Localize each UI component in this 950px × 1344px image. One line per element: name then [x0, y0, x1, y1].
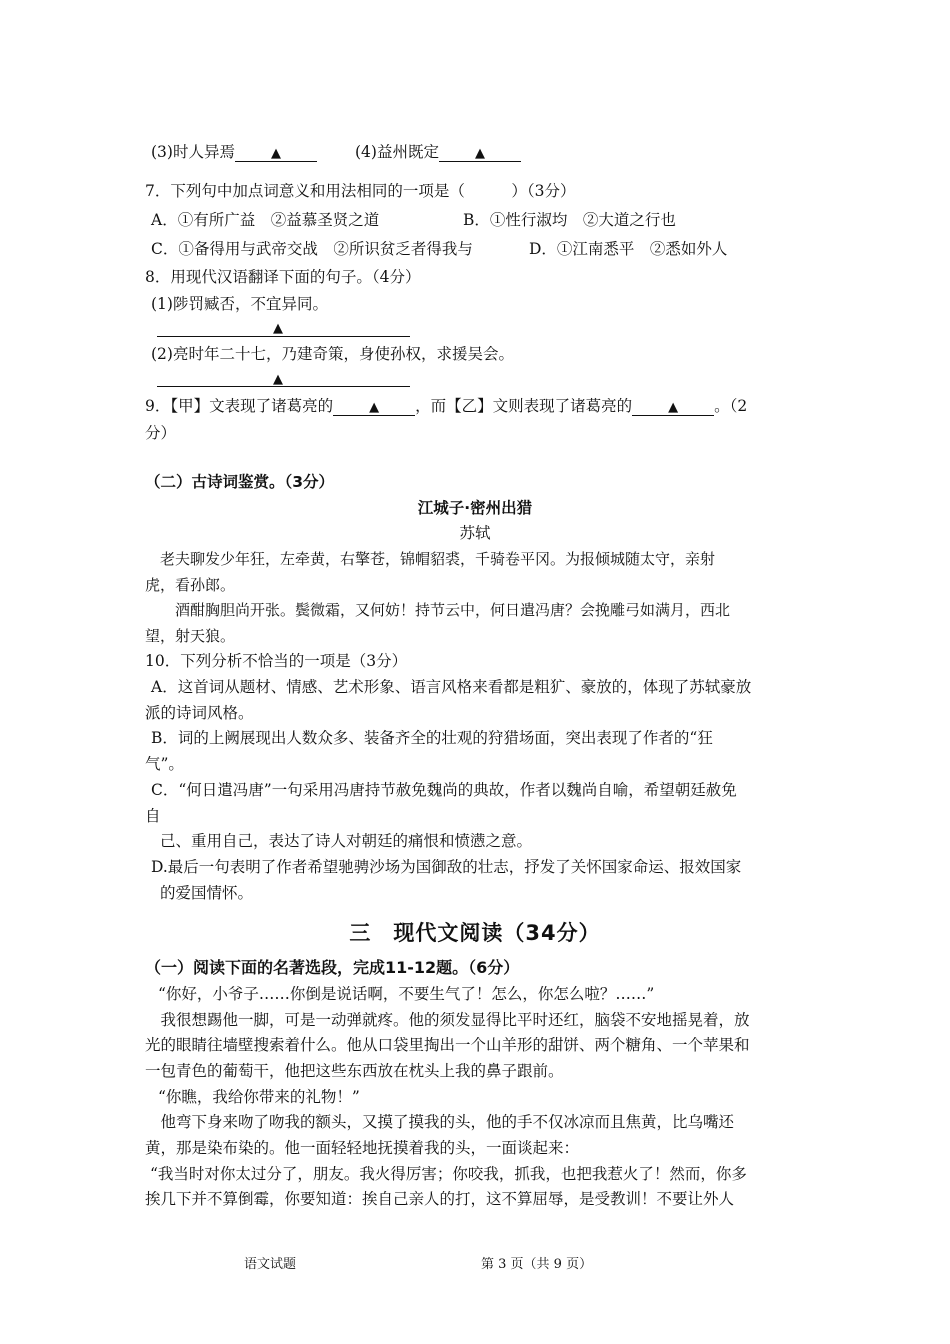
q7-option-b: B．①性行淑均 ②大道之行也 — [463, 211, 676, 229]
q9-part4: 分） — [145, 424, 177, 442]
q6-item4-label: (4)益州既定 — [355, 143, 439, 161]
q10-option-c: C．“何日遣冯唐”一句采用冯唐持节赦免魏尚的典故，作者以魏尚自喻，希望朝廷赦免 — [151, 781, 737, 799]
q9-part1: 9．【甲】文表现了诸葛亮的 — [145, 397, 334, 415]
q9-part3: 。（2 — [714, 397, 748, 415]
q7-stem: 7．下列句中加点词意义和用法相同的一项是（ ）（3分） — [145, 182, 576, 200]
triangle-icon: ▲ — [668, 400, 679, 415]
q9-row — [145, 396, 747, 416]
q9-part2: ，而【乙】文则表现了诸葛亮的 — [415, 397, 633, 415]
q6-item4-row — [355, 142, 521, 162]
passage-line: “你瞧，我给你带来的礼物！” — [158, 1088, 360, 1106]
passage-line: “我当时对你太过分了，朋友。我火得厉害；你咬我，抓我，也把我惹火了！然而，你多 — [150, 1165, 747, 1183]
section-heading: 三 现代文阅读（34分） — [349, 921, 601, 945]
q10-option-a: A．这首词从题材、情感、艺术形象、语言风格来看都是粗犷、豪放的，体现了苏轼豪放 — [151, 678, 752, 696]
q8-sentence-2: (2)亮时年二十七，乃建奇策，身使孙权，求援吴会。 — [151, 345, 514, 363]
q10-option-c-cont: 自 — [145, 807, 161, 825]
poem-title: 江城子·密州出猎 — [417, 499, 533, 517]
poem-line: 老夫聊发少年狂，左牵黄，右擎苍，锦帽貂裘，千骑卷平冈。为报倾城随太守，亲射 — [145, 550, 716, 568]
footer-subject: 语文试题 — [244, 1257, 297, 1272]
q7-option-a: A．①有所广益 ②益慕圣贤之道 — [151, 211, 380, 229]
triangle-icon: ▲ — [273, 372, 283, 387]
passage-line: 他弯下身来吻了吻我的额头，又摸了摸我的头，他的手不仅冰凉而且焦黄，比乌嘴还 — [145, 1113, 735, 1131]
q10-stem: 10．下列分析不恰当的一项是（3分） — [145, 652, 408, 670]
q10-option-b: B．词的上阙展现出人数众多、装备齐全的壮观的狩猎场面，突出表现了作者的“狂 — [151, 729, 713, 747]
q10-option-c-cont2: 己、重用自己，表达了诗人对朝廷的痛恨和愤懑之意。 — [160, 832, 533, 850]
poem-line: 酒酣胸胆尚开张。鬓微霜，又何妨！持节云中，何日遣冯唐？会挽雕弓如满月，西北 — [145, 601, 731, 619]
answer-line-1[interactable] — [157, 336, 410, 337]
passage-line: 我很想踢他一脚，可是一动弹就疼。他的须发显得比平时还红，脑袋不安地摇晃着，放 — [145, 1011, 750, 1029]
q7-option-c: C．①备得用与武帝交战 ②所识贫乏者得我与 — [151, 240, 473, 258]
q10-option-d: D.最后一句表明了作者希望驰骋沙场为国御敌的壮志，抒发了关怀国家命运、报效国家 — [151, 858, 742, 876]
q8-stem: 8．用现代汉语翻译下面的句子。（4分） — [145, 268, 421, 286]
passage-line: 光的眼睛往墙壁搜索着什么。他从口袋里掏出一个山羊形的甜饼、两个糖角、一个苹果和 — [145, 1036, 750, 1054]
triangle-icon: ▲ — [369, 400, 380, 415]
q6-item3-label: (3)时人异焉 — [151, 143, 235, 161]
subsection-heading: （一）阅读下面的名著选段，完成11-12题。（6分） — [145, 958, 520, 977]
poem-author: 苏轼 — [459, 524, 491, 542]
answer-blank[interactable] — [235, 144, 317, 162]
passage-line: “你好，小爷子……你倒是说话啊，不要生气了！怎么，你怎么啦？……” — [158, 985, 655, 1003]
poem-line: 虎，看孙郎。 — [145, 576, 236, 594]
triangle-icon: ▲ — [474, 146, 485, 161]
q6-item3-row — [151, 142, 317, 162]
answer-blank[interactable] — [439, 144, 521, 162]
answer-line-2[interactable] — [157, 386, 410, 387]
passage-line: 挨几下并不算倒霉，你要知道：挨自己亲人的打，这不算屈辱，是受教训！不要让外人 — [145, 1190, 735, 1208]
q8-sentence-1: (1)陟罚臧否，不宜异同。 — [151, 295, 328, 313]
answer-blank[interactable] — [632, 398, 714, 416]
q7-option-d: D．①江南悉平 ②悉如外人 — [529, 240, 728, 258]
q10-option-b-cont: 气”。 — [145, 755, 184, 773]
q10-option-d-cont: 的爱国情怀。 — [160, 884, 254, 902]
poem-section-heading: （二）古诗词鉴赏。（3分） — [145, 473, 335, 491]
q10-option-a-cont: 派的诗词风格。 — [145, 704, 254, 722]
passage-line: 一包青色的葡萄干，他把这些东西放在枕头上我的鼻子跟前。 — [145, 1062, 564, 1080]
triangle-icon: ▲ — [270, 146, 281, 161]
answer-blank[interactable] — [333, 398, 415, 416]
passage-line: 黄，那是染布染的。他一面轻轻地抚摸着我的头，一面谈起来： — [145, 1139, 580, 1157]
poem-line: 望，射天狼。 — [145, 627, 236, 645]
triangle-icon: ▲ — [273, 321, 283, 336]
footer-page-number: 第 3 页（共 9 页） — [481, 1257, 593, 1272]
